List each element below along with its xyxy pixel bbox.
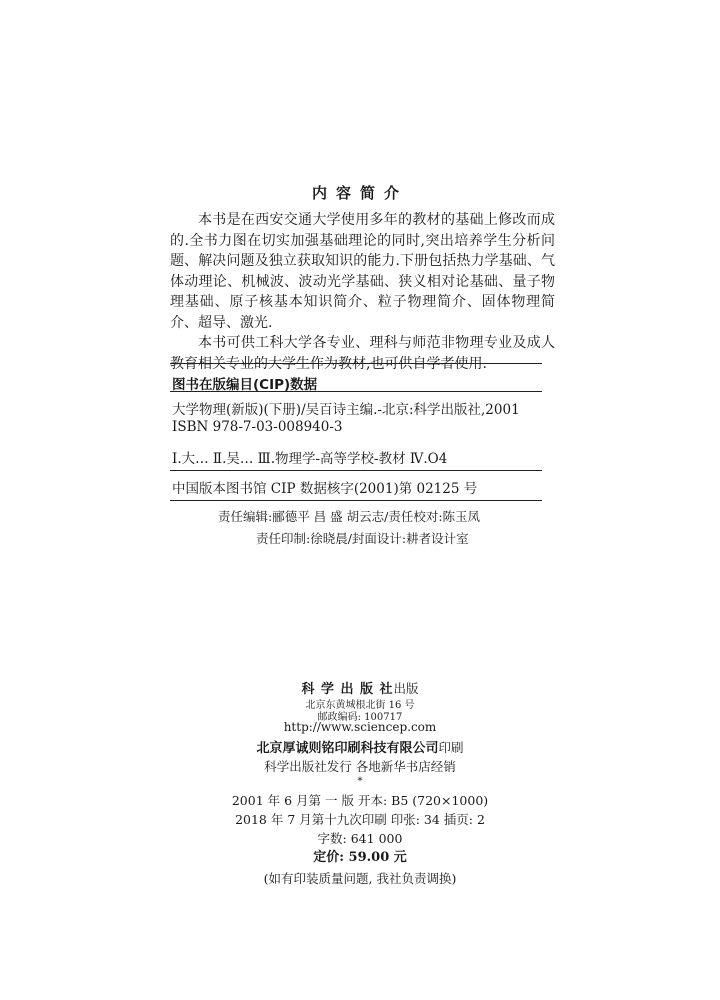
cip-top-rule (170, 363, 542, 364)
colophon-separator: * (357, 776, 363, 787)
printer-name: 北京厚诚则铭印刷科技有限公司 (256, 741, 439, 756)
summary-paragraph-1: 本书是在西安交通大学使用多年的教材的基础上修改而成的.全书力图在切实加强基础理论的同时,突出培养学生分析问题、解决问题及独立获取知识的能力.下册包括热力学基础、气体动理论、机械波、波动光学基础、狭义相对论基础、量子物理基础、原子核基本知识简介、粒子物理简介、固体物理简介、超导、激光. (170, 212, 555, 331)
price: 定价: 59.00 元 (313, 850, 407, 865)
printer-suffix: 印刷 (438, 740, 464, 755)
cip-bib-line: 大学物理(新版)(下册)/吴百诗主编.-北京:科学出版社,2001 (172, 402, 520, 418)
distribution-line: 科学出版社发行 各地新华书店经销 (264, 759, 456, 774)
publisher-address: 北京东黄城根北街 16 号 (305, 700, 415, 711)
quality-notice: (如有印装质量问题, 我社负责调换) (263, 871, 457, 886)
cip-heading-rule (170, 391, 542, 392)
cip-classification: Ⅰ.大… Ⅱ.吴… Ⅲ.物理学-高等学校-教材 Ⅳ.O4 (172, 451, 448, 467)
publisher-line (0, 678, 720, 697)
cip-isbn: ISBN 978-7-03-008940-3 (172, 419, 343, 435)
publisher-name: 科 学 出 版 社 (301, 682, 394, 697)
printing-line: 2018 年 7 月第十九次印刷 印张: 34 插页: 2 (235, 812, 485, 827)
cip-heading: 图书在版编目(CIP)数据 (172, 377, 318, 393)
publisher-suffix: 出版 (393, 681, 419, 696)
summary-body (170, 210, 555, 374)
summary-title: 内容简介 (311, 184, 408, 202)
edition-line: 2001 年 6 月第 一 版 开本: B5 (720×1000) (231, 793, 489, 808)
publisher-postcode: 邮政编码: 100717 (317, 712, 403, 723)
word-count: 字数: 641 000 (317, 831, 403, 846)
printer-line (0, 737, 720, 756)
credits-production: 责任印制:徐晓晨/封面设计:耕者设计室 (256, 531, 469, 546)
cip-archive-number: 中国版本图书馆 CIP 数据核字(2001)第 02125 号 (172, 481, 478, 497)
cip-bottom-rule (170, 500, 542, 501)
cip-mid-rule (170, 470, 542, 471)
summary-paragraph-2: 本书可供工科大学各专业、理科与师范非物理专业及成人教育相关专业的大学生作为教材,也可供自学者使用. (170, 335, 555, 372)
publisher-website: http://www.sciencep.com (283, 720, 437, 734)
credits-editors: 责任编辑:郦德平 昌 盛 胡云志/责任校对:陈玉凤 (218, 509, 481, 524)
